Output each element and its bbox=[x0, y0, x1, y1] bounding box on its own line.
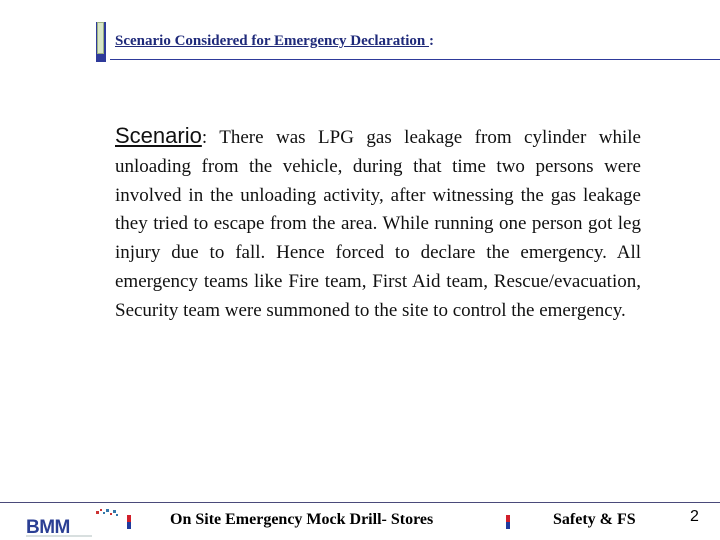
footer-marker-left bbox=[127, 515, 131, 529]
page-number: 2 bbox=[690, 508, 699, 525]
slide-title bbox=[115, 33, 434, 50]
footer-department: Safety & FS bbox=[553, 511, 636, 528]
slide-title-text: Scenario Considered for Emergency Declaration bbox=[115, 33, 429, 49]
logo-text: BMM bbox=[26, 517, 70, 538]
footer-divider bbox=[0, 502, 720, 503]
footer-title: On Site Emergency Mock Drill- Stores bbox=[170, 511, 434, 528]
slide-title-colon: : bbox=[428, 33, 434, 49]
scenario-text: : There was LPG gas leakage from cylinder while unloading from the vehicle, during that time two persons were involved in the unloading activity, after witnessing the gas leakage they tried to escape from the area. While running one person got leg injury due to fall. Hence forced to declare the emergency. All emergency teams like Fire team, First Aid team, Rescue/evacuation, Security team were summoned to the site to control the emergency. bbox=[115, 127, 641, 321]
scenario-paragraph bbox=[115, 122, 641, 326]
scenario-label: Scenario bbox=[115, 123, 202, 148]
title-accent-green bbox=[97, 22, 104, 54]
footer-marker-right bbox=[506, 515, 510, 529]
bmm-logo-icon bbox=[24, 508, 128, 538]
title-divider bbox=[110, 59, 720, 60]
title-accent-bar bbox=[96, 22, 106, 62]
